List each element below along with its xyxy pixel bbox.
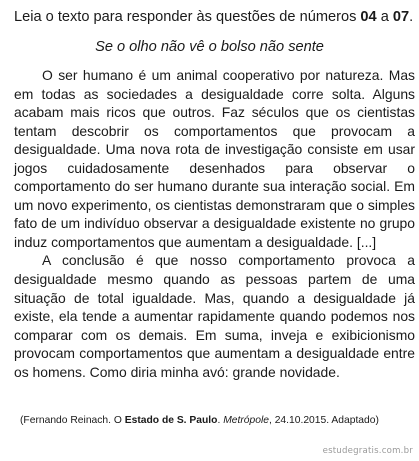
article-paragraph-2: A conclusão é que nosso comportamento provoca a desigualdade mesmo quando as pessoas partem de uma situação de total igualdade. Mas, quando a desigualdade já existe, ela tende a aumentar rapidamente quando podemos nos comparar com os demais. Em suma, inveja e exibicionismo provocam comportamentos que aumentam a desigualdade entre os homens. Como diria minha avó: grande novidade. (14, 252, 415, 380)
site-watermark: estudegratis.com.br (322, 446, 413, 456)
article-title: Se o olho não vê o bolso não sente (95, 39, 324, 55)
citation-date: , 24.10.2015. Adaptado) (268, 415, 379, 426)
first-question-number: 04 (360, 9, 377, 25)
question-instruction (14, 8, 414, 26)
instruction-suffix: . (409, 9, 414, 25)
last-question-number: 07 (392, 9, 410, 25)
citation-separator: . (217, 415, 224, 426)
citation-newspaper: Estado de S. Paulo (124, 415, 218, 426)
article-body (14, 66, 415, 381)
instruction-prefix: Leia o texto para responder às questões de números (14, 9, 361, 25)
source-citation (20, 414, 415, 427)
instruction-connector: a (376, 9, 393, 25)
citation-author: (Fernando Reinach. O (20, 415, 125, 426)
citation-section: Metrópole (223, 415, 269, 426)
article-paragraph-1: O ser humano é um animal cooperativo por natureza. Mas em todas as sociedades a desigualdade corre solta. Alguns acabam mais ricos que outros. Faz séculos que os cientistas tentam descobrir os comportamentos que provocam a desigualdade. Uma nova rota de investigação consiste em usar jogos cuidadosamente desenhados para observar o comportamento do ser humano durante sua interação social. Em um novo experimento, os cientistas demonstraram que o simples fato de um indivíduo observar a desigualdade existente no grupo induz comportamentos que aumentam a desigualdade. [...] (14, 67, 415, 250)
